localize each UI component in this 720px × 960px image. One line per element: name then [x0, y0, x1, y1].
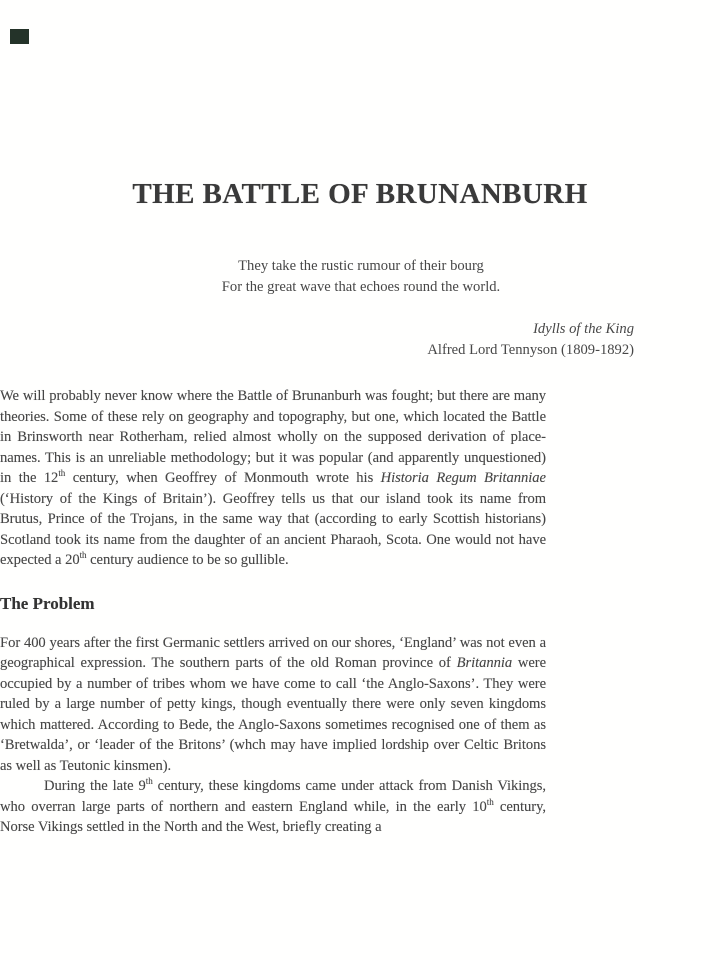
epigraph-attribution [88, 319, 634, 360]
epigraph [88, 256, 634, 297]
section-paragraph-2: During the late 9th century, these kingdoms came under attack from Danish Vikings, who overran large parts of northern and eastern England while, in the early 10th century, Norse Vikings settled in the North and the West, briefly creating a [0, 776, 546, 835]
corner-mark [10, 29, 29, 44]
section-paragraph-1: For 400 years after the first Germanic settlers arrived on our shores, ‘England’ was not even a geographical expression. The southern parts of the old Roman province of Britannia were occupied by a number of tribes whom we have come to call ‘the Anglo-Saxons’. They were ruled by a large number of petty kings, though eventually there were only seven kingdoms which mattered. According to Bede, the Anglo-Saxons sometimes recognised one of them as ‘Bretwalda’, or ‘leader of the Britons’ (whch may have implied lordship over Celtic Britons as well as Teutonic kinsmen). [0, 634, 546, 774]
epigraph-source-title: Idylls of the King [533, 321, 634, 337]
epigraph-source-author: Alfred Lord Tennyson (1809-1892) [427, 341, 634, 358]
epigraph-line-2: For the great wave that echoes round the world. [221, 278, 501, 295]
intro-paragraph: We will probably never know where the Battle of Brunanburh was fought; but there are many theories. Some of these rely on geography and topography, but one, which located the Battle in Brinsworth near Rotherham, relied almost wholly on the supposed derivation of place-names. This is an unreliable methodology; but it was popular (and apparently unquestioned) in the 12th century, when Geoffrey of Monmouth wrote his Historia Regum Britanniae (‘History of the Kings of Britain’). Geoffrey tells us that our island took its name from Brutus, Prince of the Trojans, in the same way that (according to early Scottish historians) Scotland took its name from the daughter of an ancient Pharaoh, Scota. One would not have expected a 20th century audience to be so gullible. [0, 388, 546, 568]
section-heading: The Problem [0, 593, 95, 613]
page-title: THE BATTLE OF BRUNANBURH [132, 178, 588, 210]
epigraph-line-1: They take the rustic rumour of their bourg [238, 258, 484, 274]
